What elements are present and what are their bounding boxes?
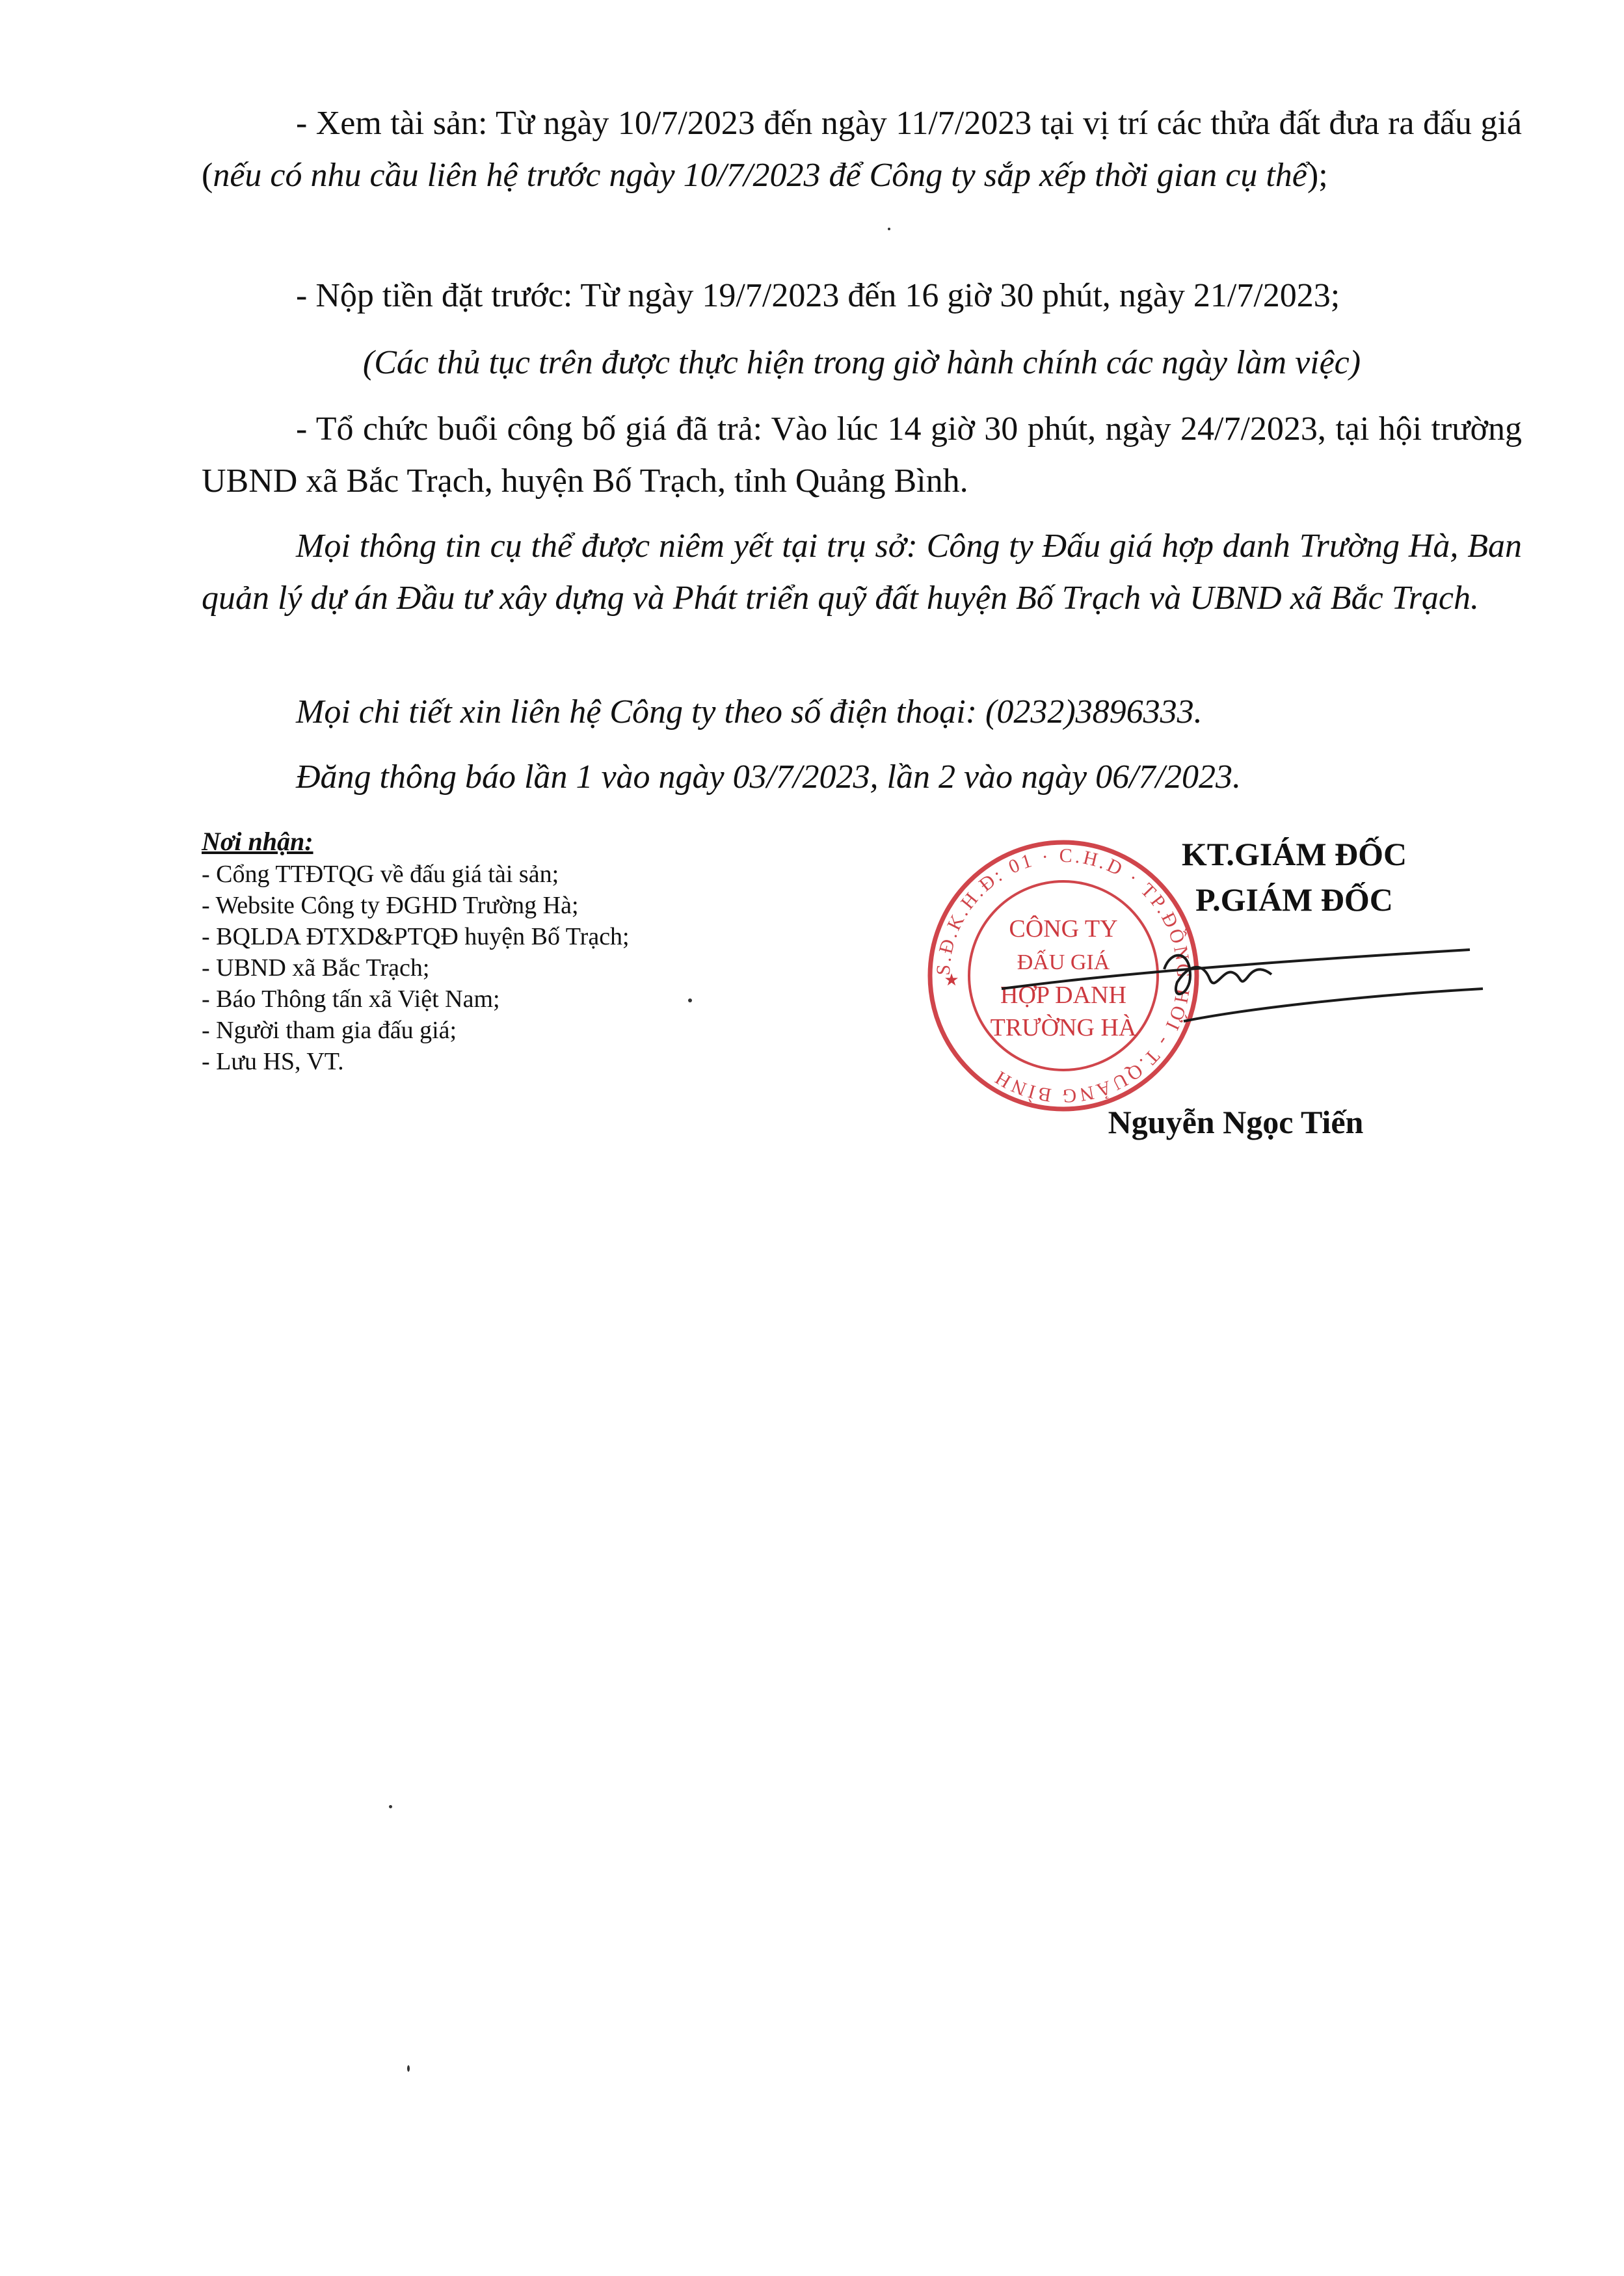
recipient-item: - Người tham gia đấu giá; — [202, 1017, 457, 1044]
scan-speck — [407, 2065, 410, 2072]
recipients-list — [202, 826, 917, 1077]
paragraph-posted-info: Mọi thông tin cụ thể được niêm yết tại trụ sở: Công ty Đấu giá hợp danh Trường Hà, Ban quản lý dự án Đầu tư xây dựng và Phát triển quỹ đất huyện Bố Trạch và UBND xã Bắc Trạch. — [202, 528, 1522, 617]
paragraph-deposit: - Nộp tiền đặt trước: Từ ngày 19/7/2023 đến 16 giờ 30 phút, ngày 21/7/2023; — [296, 277, 1340, 314]
view-assets-text: - Xem tài sản: Từ ngày 10/7/2023 đến ngày 11/7/2023 tại vị trí các thửa đất đưa ra đấu giá ( — [202, 105, 1522, 194]
view-assets-note: nếu có nhu cầu liên hệ trước ngày 10/7/2023 để Công ty sắp xếp thời gian cụ thể — [213, 157, 1307, 194]
paragraph-procedure-note: (Các thủ tục trên được thực hiện trong giờ hành chính các ngày làm việc) — [362, 344, 1361, 381]
recipient-item: - UBND xã Bắc Trạch; — [202, 954, 430, 982]
seal-line-2: ĐẤU GIÁ — [1017, 950, 1110, 974]
recipient-item: - Website Công ty ĐGHD Trường Hà; — [202, 892, 579, 919]
seal-line-4: TRƯỜNG HÀ — [990, 1014, 1137, 1041]
scan-speck — [389, 1805, 392, 1808]
seal-ring-text: S.Đ.K.H.Đ: 01 · C.H.D · TP.ĐỒNG HỚI - T.QUẢNG BÌNH — [932, 844, 1195, 1107]
signer-name: Nguyễn Ngọc Tiến — [1108, 1104, 1364, 1140]
paragraph-publication-dates: Đăng thông báo lần 1 vào ngày 03/7/2023, lần 2 vào ngày 06/7/2023. — [296, 758, 1242, 796]
paragraph-announcement: - Tổ chức buổi công bố giá đã trả: Vào lúc 14 giờ 30 phút, ngày 24/7/2023, tại hội trường UBND xã Bắc Trạch, huyện Bố Trạch, tỉnh Quảng Bình. — [202, 410, 1522, 500]
paragraph-view-assets — [202, 98, 1522, 202]
paragraph-contact: Mọi chi tiết xin liên hệ Công ty theo số điện thoại: (0232)3896333. — [296, 693, 1203, 730]
signature-title-2: P.GIÁM ĐỐC — [1195, 881, 1393, 918]
signature-titles — [1067, 831, 1522, 922]
scan-speck — [888, 228, 890, 230]
handwritten-signature — [976, 924, 1496, 1054]
recipient-item: - Báo Thông tấn xã Việt Nam; — [202, 985, 500, 1013]
view-assets-end: ); — [1307, 157, 1328, 194]
recipient-item: - Lưu HS, VT. — [202, 1048, 344, 1075]
recipients-heading: Nơi nhận: — [202, 827, 313, 856]
seal-line-3: HỢP DANH — [1000, 982, 1126, 1009]
recipient-item: - Cổng TTĐTQG về đấu giá tài sản; — [202, 861, 559, 888]
recipient-item: - BQLDA ĐTXD&PTQĐ huyện Bố Trạch; — [202, 923, 630, 950]
signature-title-1: KT.GIÁM ĐỐC — [1181, 836, 1407, 872]
svg-text:★: ★ — [944, 971, 959, 990]
scan-speck — [688, 998, 692, 1002]
seal-line-1: CÔNG TY — [1009, 915, 1118, 943]
